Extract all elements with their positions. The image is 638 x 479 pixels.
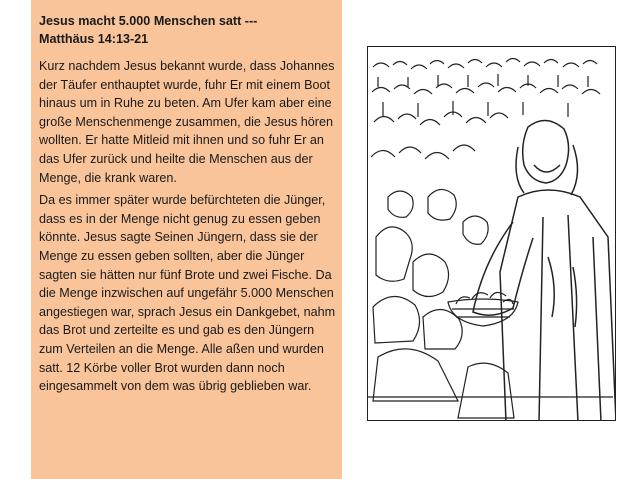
paragraph-1: Kurz nachdem Jesus bekannt wurde, dass Johannes der Täufer enthauptet wurde, fuhr Er mit einem Boot hinaus um in Ruhe zu beten. Am Ufer kam aber eine große Menschenmenge zusammen, die Jesus hören wollten. Er hatte Mitleid mit ihnen und so fuhr Er an das Ufer zurück und heilte die Menschen aus der Menge, die krank waren.	[39, 59, 335, 185]
bread-basket	[448, 292, 518, 326]
crowd-background	[371, 59, 600, 160]
title-line-1: Jesus macht 5.000 Menschen satt ---	[39, 14, 258, 28]
line-drawing	[368, 47, 616, 421]
title-line-2: Matthäus 14:13-21	[39, 32, 149, 46]
paragraph-2: Da es immer später wurde befürchteten die Jünger, dass es in der Menge nicht genug zu essen geben könnte. Jesus sagte Seinen Jüngern, dass sie der Menge zu essen geben sollten, aber die Jünger sagten sie hätten nur fünf Brote und zwei Fische. Da die Menge inzwischen auf ungefähr 5.000 Menschen angestiegen war, sprach Jesus ein Dankgebet, nahm das Brot und zerteilte es und gab es den Jüngern zum Verteilen an die Menge. Alle aßen und wurden satt. 12 Körbe voller Brot wurden dann noch eingesammelt von dem was übrig geblieben war.	[39, 193, 336, 394]
slide-title	[39, 12, 336, 48]
jesus-feeding-crowd-illustration	[367, 46, 616, 421]
text-panel	[31, 0, 342, 479]
jesus-figure	[473, 120, 616, 421]
